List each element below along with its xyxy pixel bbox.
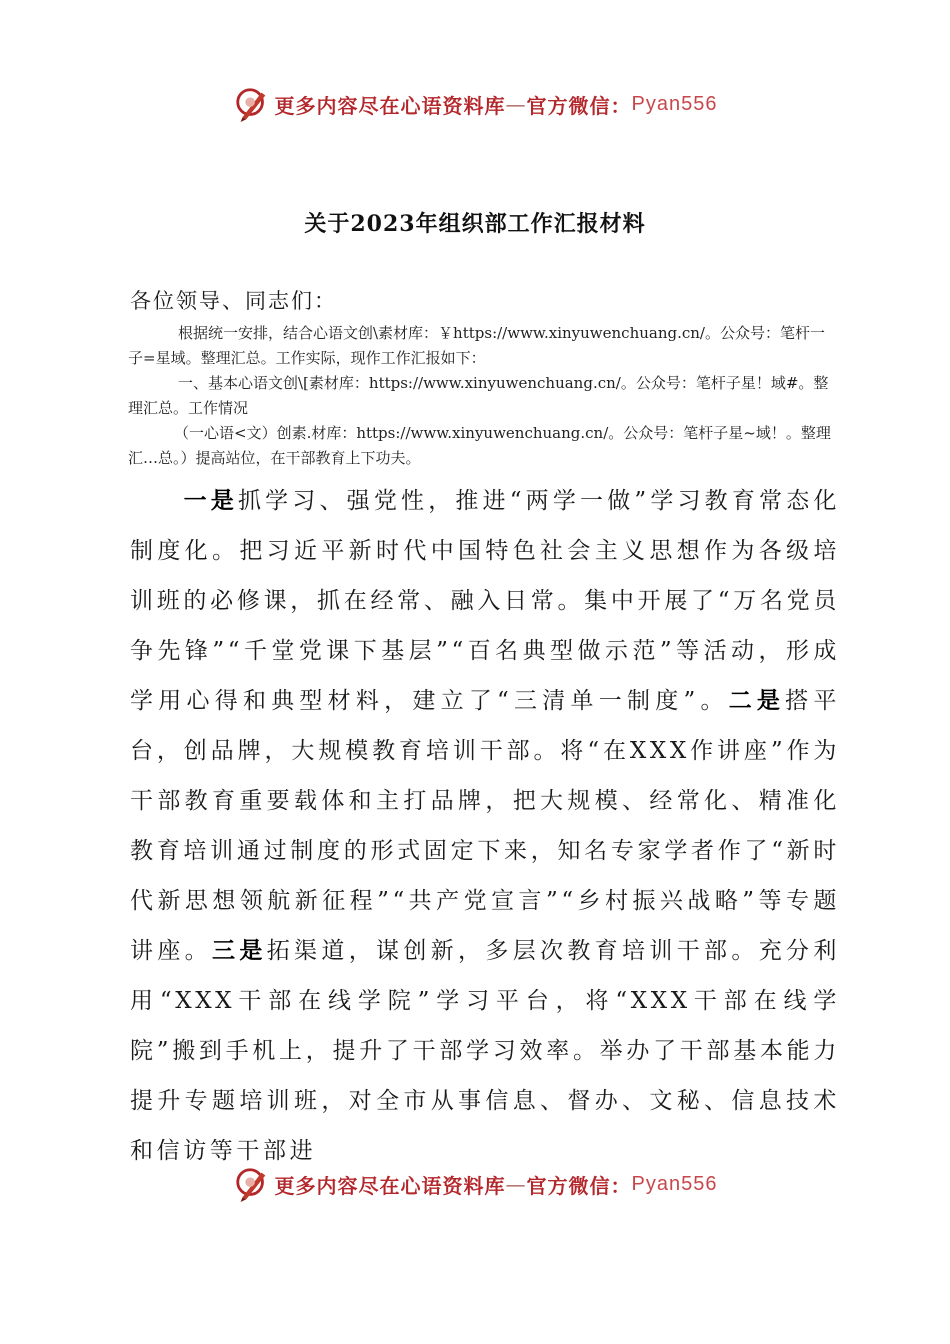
watermark-account: Pyan556 [631, 1172, 718, 1195]
intro-line-3: （一心语<文）创素.材库：https://www.xinyuwenchuang.cn/。公众号：笔杆子星~域！。整理汇…总。）提高站位，在干部教育上下功夫。 [128, 424, 831, 467]
watermark-separator: — [505, 1172, 527, 1196]
point-3-text: 拓渠道，谋创新，多层次教育培训干部。充分利用“XXX干部在线学院”学习平台，将“XXX干部在线学院”搬到手机上，提升了干部学习效率。举办了干部基本能力提升专题培训班，对全市从事信息、督办、文秘、信息技术和信访等干部进 [130, 938, 840, 1164]
watermark-account: Pyan556 [631, 92, 718, 115]
point-2-text: 搭平台，创品牌，大规模教育培训干部。将“在XXX作讲座”作为干部教育重要载体和主打品牌，把大规模、经常化、精准化教育培训通过制度的形式固定下来，知名专家学者作了“新时代新思想领航新征程”“共产党宣言”“乡村振兴战略”等专题讲座。 [130, 688, 841, 964]
point-1-text: 抓学习、强党性，推进“两学一做”学习教育常态化制度化。把习近平新时代中国特色社会主义思想作为各级培训班的必修课，抓在经常、融入日常。集中开展了“万名党员争先锋”“千堂党课下基层”“百名典型做示范”等活动，形成学用心得和典型材料，建立了“三清单一制度”。 [130, 488, 840, 714]
intro-line-1: 根据统一安排，结合心语文创\素材库：￥https://www.xinyuwenchuang.cn/。公众号：笔杆一子=星域。整理汇总。工作实际，现作工作汇报如下： [128, 324, 825, 367]
point-1-label: 一是 [183, 487, 238, 514]
watermark-label: 官方微信： [526, 93, 632, 118]
watermark-text: 更多内容尽在心语资料库 [274, 1173, 506, 1198]
body-paragraph [130, 476, 840, 1176]
intro-block [128, 321, 836, 471]
intro-line-2: 一、基本心语文创\[素材库：https://www.xinyuwenchuang.cn/。公众号：笔杆子星！域#。整理汇总。工作情况 [128, 374, 829, 417]
watermark-label: 官方微信： [526, 1173, 632, 1198]
watermark-banner-bottom [0, 1162, 950, 1206]
pen-logo-icon [233, 85, 271, 123]
greeting: 各位领导、同志们： [130, 289, 337, 313]
watermark-separator: — [505, 92, 527, 116]
watermark-text: 更多内容尽在心语资料库 [274, 93, 506, 118]
pen-logo-icon [233, 1165, 271, 1203]
point-3-label: 三是 [212, 937, 267, 964]
page-title: 关于2023年组织部工作汇报材料 [304, 211, 646, 237]
point-2-label: 二是 [728, 687, 786, 714]
watermark-banner-top [0, 82, 950, 126]
